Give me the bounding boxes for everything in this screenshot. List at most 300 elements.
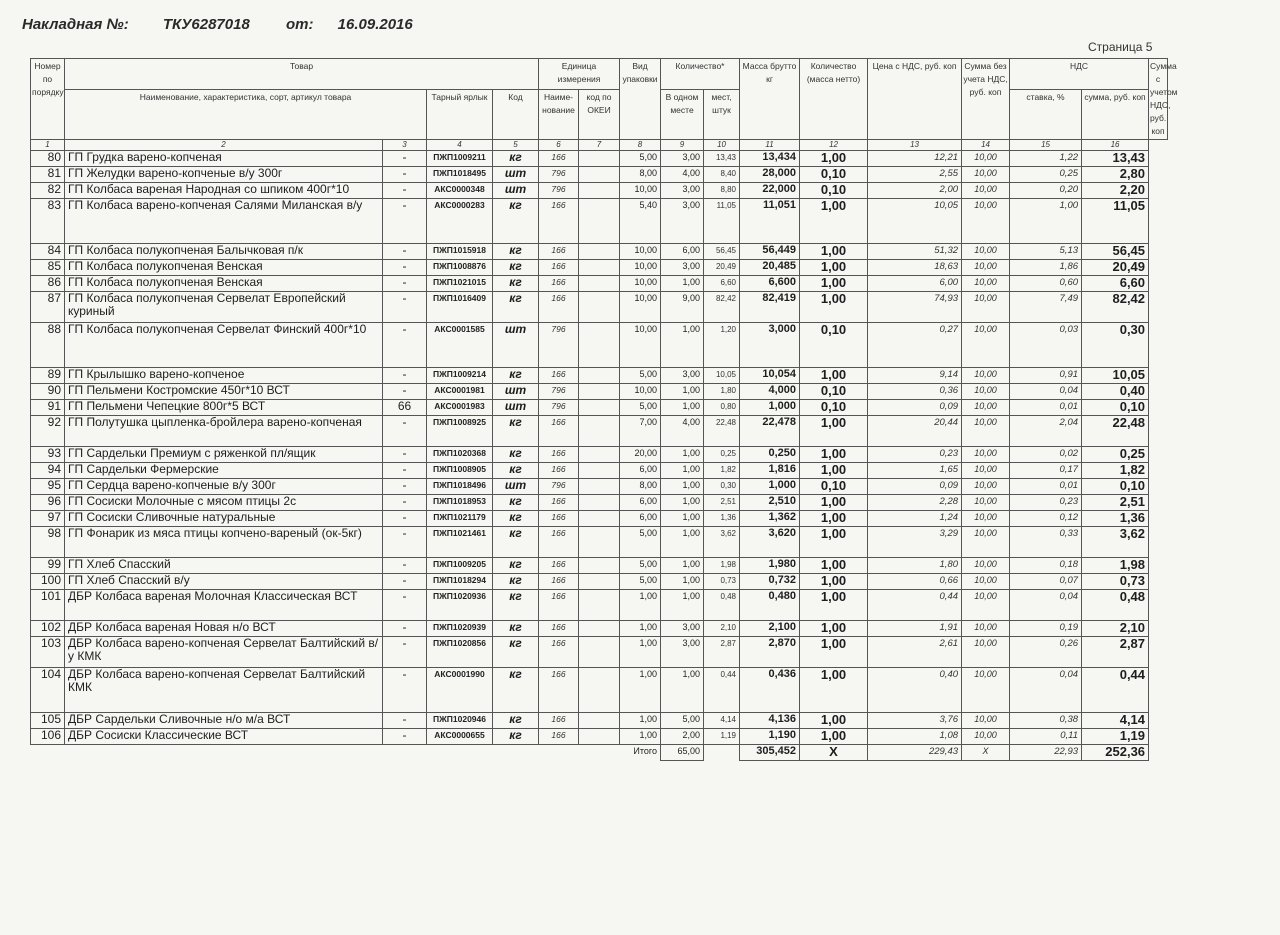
cell-price: 1,00 (800, 151, 868, 167)
cell-pack (579, 527, 620, 558)
cell-sum: 1,08 (868, 729, 962, 745)
col-pack: Вид упаковки (620, 59, 661, 140)
cell-q1: 10,00 (620, 276, 661, 292)
cell-code: ПЖП1008876 (427, 260, 493, 276)
table-row (31, 416, 1168, 447)
empty-cell (579, 745, 620, 761)
cell-rate: 10,00 (962, 260, 1010, 276)
cell-name: ГП Сердца варено-копченые в/у 300г (65, 479, 383, 495)
cell-rate: 10,00 (962, 151, 1010, 167)
cell-vat: 5,13 (1010, 244, 1082, 260)
cell-price: 1,00 (800, 447, 868, 463)
total-rate: X (962, 745, 1010, 761)
cell-price: 1,00 (800, 590, 868, 621)
cell-tare: - (383, 167, 427, 183)
cell-q2: 1,00 (661, 590, 704, 621)
total-price: X (800, 745, 868, 761)
cell-code: АКС0000348 (427, 183, 493, 199)
cell-n: 90 (31, 384, 65, 400)
cell-n: 91 (31, 400, 65, 416)
cell-pack (579, 729, 620, 745)
cell-n: 106 (31, 729, 65, 745)
cell-total: 2,87 (1082, 637, 1149, 668)
cell-okei: 166 (539, 621, 579, 637)
cell-total: 10,05 (1082, 368, 1149, 384)
cell-vat: 0,04 (1010, 590, 1082, 621)
cell-name: ДБР Колбаса варено-копченая Сервелат Балтийский КМК (65, 668, 383, 713)
cell-q1: 1,00 (620, 621, 661, 637)
cell-okei: 796 (539, 183, 579, 199)
cell-name: ДБР Сардельки Сливочные н/о м/а ВСТ (65, 713, 383, 729)
cell-name: ГП Хлеб Спасский (65, 558, 383, 574)
cell-unit: шт (493, 183, 539, 199)
cell-tare: - (383, 183, 427, 199)
cell-price: 0,10 (800, 323, 868, 368)
cell-q2: 1,00 (661, 495, 704, 511)
cell-q2: 6,00 (661, 244, 704, 260)
cell-tare: - (383, 151, 427, 167)
cell-name: ГП Сосиски Сливочные натуральные (65, 511, 383, 527)
cell-mass: 56,45 (704, 244, 740, 260)
cell-net: 1,362 (740, 511, 800, 527)
total-total: 252,36 (1082, 745, 1149, 761)
cell-total: 2,10 (1082, 621, 1149, 637)
cell-okei: 796 (539, 400, 579, 416)
cell-okei: 166 (539, 276, 579, 292)
cell-q2: 3,00 (661, 260, 704, 276)
cell-total: 0,25 (1082, 447, 1149, 463)
cell-n: 84 (31, 244, 65, 260)
cell-name: ГП Колбаса полукопченая Венская (65, 260, 383, 276)
cell-code: ПЖП1009211 (427, 151, 493, 167)
cell-name: ДБР Колбаса вареная Новая н/о ВСТ (65, 621, 383, 637)
cell-n: 81 (31, 167, 65, 183)
cell-okei: 166 (539, 151, 579, 167)
cell-mass: 6,60 (704, 276, 740, 292)
cell-net: 2,100 (740, 621, 800, 637)
cell-pack (579, 590, 620, 621)
cell-sum: 74,93 (868, 292, 962, 323)
cell-q1: 8,00 (620, 479, 661, 495)
cell-tare: - (383, 574, 427, 590)
cell-q2: 2,00 (661, 729, 704, 745)
cell-unit: кг (493, 668, 539, 713)
cell-code: ПЖП1018496 (427, 479, 493, 495)
cell-tare: - (383, 590, 427, 621)
cell-net: 0,480 (740, 590, 800, 621)
table-row (31, 260, 1168, 276)
table-row (31, 668, 1168, 713)
cell-mass: 0,48 (704, 590, 740, 621)
invoice-date: 16.09.2016 (337, 16, 413, 33)
cell-tare: - (383, 527, 427, 558)
cell-rate: 10,00 (962, 713, 1010, 729)
cell-net: 4,000 (740, 384, 800, 400)
cell-unit: шт (493, 400, 539, 416)
column-number: 2 (65, 140, 383, 151)
cell-n: 87 (31, 292, 65, 323)
col-unit-okei: код по ОКЕИ (579, 89, 620, 140)
cell-price: 1,00 (800, 495, 868, 511)
cell-total: 1,36 (1082, 511, 1149, 527)
cell-name: ДБР Колбаса вареная Молочная Классическая ВСТ (65, 590, 383, 621)
cell-net: 1,000 (740, 400, 800, 416)
cell-total: 22,48 (1082, 416, 1149, 447)
cell-rate: 10,00 (962, 479, 1010, 495)
cell-n: 100 (31, 574, 65, 590)
cell-tare: - (383, 384, 427, 400)
cell-total: 0,40 (1082, 384, 1149, 400)
cell-pack (579, 292, 620, 323)
empty-cell (427, 745, 493, 761)
column-number: 10 (704, 140, 740, 151)
cell-vat: 0,38 (1010, 713, 1082, 729)
cell-total: 0,44 (1082, 668, 1149, 713)
cell-n: 99 (31, 558, 65, 574)
cell-net: 82,419 (740, 292, 800, 323)
cell-n: 83 (31, 199, 65, 244)
cell-net: 22,478 (740, 416, 800, 447)
column-number: 4 (427, 140, 493, 151)
cell-price: 1,00 (800, 621, 868, 637)
cell-pack (579, 416, 620, 447)
cell-price: 1,00 (800, 574, 868, 590)
cell-pack (579, 260, 620, 276)
cell-tare: - (383, 495, 427, 511)
cell-name: ГП Сосиски Молочные с мясом птицы 2с (65, 495, 383, 511)
table-row (31, 558, 1168, 574)
invoice-label: Накладная №: (22, 16, 129, 33)
cell-net: 22,000 (740, 183, 800, 199)
cell-price: 0,10 (800, 400, 868, 416)
cell-name: ГП Колбаса полукопченая Сервелат Европейский куриный (65, 292, 383, 323)
col-qty-places: мест, штук (704, 89, 740, 140)
col-tare: Тарный ярлык (427, 89, 493, 140)
cell-rate: 10,00 (962, 292, 1010, 323)
cell-net: 0,732 (740, 574, 800, 590)
cell-price: 1,00 (800, 368, 868, 384)
cell-unit: кг (493, 637, 539, 668)
cell-okei: 166 (539, 713, 579, 729)
cell-price: 1,00 (800, 511, 868, 527)
cell-rate: 10,00 (962, 511, 1010, 527)
table-row (31, 729, 1168, 745)
cell-vat: 0,60 (1010, 276, 1082, 292)
cell-name: ГП Пельмени Костромские 450г*10 ВСТ (65, 384, 383, 400)
cell-okei: 166 (539, 368, 579, 384)
cell-mass: 3,62 (704, 527, 740, 558)
cell-rate: 10,00 (962, 527, 1010, 558)
cell-rate: 10,00 (962, 199, 1010, 244)
cell-sum: 1,65 (868, 463, 962, 479)
table-row (31, 244, 1168, 260)
cell-code: ПЖП1021015 (427, 276, 493, 292)
cell-sum: 2,55 (868, 167, 962, 183)
cell-n: 103 (31, 637, 65, 668)
cell-q2: 9,00 (661, 292, 704, 323)
cell-rate: 10,00 (962, 558, 1010, 574)
cell-sum: 2,28 (868, 495, 962, 511)
cell-mass: 2,87 (704, 637, 740, 668)
cell-total: 2,51 (1082, 495, 1149, 511)
table-row (31, 384, 1168, 400)
cell-price: 1,00 (800, 276, 868, 292)
totals-row (31, 745, 1168, 761)
cell-vat: 0,07 (1010, 574, 1082, 590)
cell-name: ГП Желудки варено-копченые в/у 300г (65, 167, 383, 183)
table-row (31, 167, 1168, 183)
cell-sum: 0,36 (868, 384, 962, 400)
cell-price: 1,00 (800, 729, 868, 745)
cell-code: ПЖП1008905 (427, 463, 493, 479)
cell-net: 20,485 (740, 260, 800, 276)
cell-mass: 1,19 (704, 729, 740, 745)
cell-mass: 2,10 (704, 621, 740, 637)
column-number: 3 (383, 140, 427, 151)
column-number: 16 (1082, 140, 1149, 151)
cell-vat: 0,18 (1010, 558, 1082, 574)
cell-q1: 1,00 (620, 637, 661, 668)
cell-unit: кг (493, 511, 539, 527)
cell-unit: кг (493, 199, 539, 244)
cell-n: 98 (31, 527, 65, 558)
cell-net: 11,051 (740, 199, 800, 244)
cell-n: 82 (31, 183, 65, 199)
table-row (31, 323, 1168, 368)
cell-code: АКС0001981 (427, 384, 493, 400)
cell-price: 1,00 (800, 668, 868, 713)
cell-n: 89 (31, 368, 65, 384)
cell-net: 0,436 (740, 668, 800, 713)
column-number: 7 (579, 140, 620, 151)
col-unit-group: Единица измерения (539, 59, 620, 90)
cell-unit: кг (493, 590, 539, 621)
cell-code: АКС0000655 (427, 729, 493, 745)
cell-q1: 5,00 (620, 400, 661, 416)
cell-vat: 1,86 (1010, 260, 1082, 276)
cell-net: 56,449 (740, 244, 800, 260)
table-row (31, 368, 1168, 384)
cell-vat: 7,49 (1010, 292, 1082, 323)
column-number: 15 (1010, 140, 1082, 151)
cell-unit: кг (493, 558, 539, 574)
empty-cell (539, 745, 579, 761)
cell-unit: кг (493, 463, 539, 479)
cell-pack (579, 668, 620, 713)
cell-sum: 10,05 (868, 199, 962, 244)
cell-n: 92 (31, 416, 65, 447)
cell-rate: 10,00 (962, 637, 1010, 668)
cell-q1: 8,00 (620, 167, 661, 183)
cell-code: ПЖП1021461 (427, 527, 493, 558)
total-label: Итого (633, 746, 658, 756)
cell-sum: 2,00 (868, 183, 962, 199)
cell-code: ПЖП1018294 (427, 574, 493, 590)
cell-okei: 166 (539, 292, 579, 323)
cell-net: 2,870 (740, 637, 800, 668)
cell-rate: 10,00 (962, 276, 1010, 292)
cell-name: ГП Крылышко варено-копченое (65, 368, 383, 384)
cell-rate: 10,00 (962, 416, 1010, 447)
cell-tare: - (383, 292, 427, 323)
cell-mass: 1,20 (704, 323, 740, 368)
cell-tare: - (383, 276, 427, 292)
cell-total: 56,45 (1082, 244, 1149, 260)
cell-q2: 1,00 (661, 527, 704, 558)
cell-price: 0,10 (800, 183, 868, 199)
cell-net: 1,000 (740, 479, 800, 495)
cell-q2: 3,00 (661, 621, 704, 637)
cell-q2: 1,00 (661, 447, 704, 463)
cell-code: АКС0001983 (427, 400, 493, 416)
cell-name: ГП Полутушка цыпленка-бройлера варено-копченая (65, 416, 383, 447)
cell-sum: 0,44 (868, 590, 962, 621)
cell-q2: 3,00 (661, 151, 704, 167)
column-number: 9 (661, 140, 704, 151)
cell-unit: кг (493, 151, 539, 167)
table-row (31, 276, 1168, 292)
cell-q1: 6,00 (620, 463, 661, 479)
cell-name: ГП Колбаса варено-копченая Салями Миланская в/у (65, 199, 383, 244)
cell-tare: - (383, 668, 427, 713)
cell-tare: - (383, 199, 427, 244)
cell-okei: 166 (539, 558, 579, 574)
invoice-number: ТКУ6287018 (162, 16, 250, 33)
cell-pack (579, 244, 620, 260)
cell-vat: 0,03 (1010, 323, 1082, 368)
cell-vat: 0,04 (1010, 668, 1082, 713)
cell-tare: - (383, 637, 427, 668)
cell-tare: - (383, 323, 427, 368)
cell-rate: 10,00 (962, 323, 1010, 368)
cell-code: ПЖП1008925 (427, 416, 493, 447)
cell-q1: 1,00 (620, 668, 661, 713)
cell-q2: 4,00 (661, 416, 704, 447)
cell-unit: шт (493, 167, 539, 183)
cell-tare: - (383, 416, 427, 447)
cell-rate: 10,00 (962, 244, 1010, 260)
cell-q1: 10,00 (620, 323, 661, 368)
cell-vat: 0,02 (1010, 447, 1082, 463)
cell-vat: 0,23 (1010, 495, 1082, 511)
cell-n: 85 (31, 260, 65, 276)
cell-code: ПЖП1020936 (427, 590, 493, 621)
cell-code: ПЖП1018495 (427, 167, 493, 183)
cell-price: 0,10 (800, 384, 868, 400)
cell-price: 0,10 (800, 167, 868, 183)
date-label: от: (285, 16, 314, 33)
table-row (31, 183, 1168, 199)
cell-pack (579, 463, 620, 479)
cell-name: ГП Грудка варено-копченая (65, 151, 383, 167)
cell-vat: 0,01 (1010, 479, 1082, 495)
cell-mass: 1,98 (704, 558, 740, 574)
cell-total: 11,05 (1082, 199, 1149, 244)
cell-vat: 0,25 (1010, 167, 1082, 183)
cell-pack (579, 199, 620, 244)
cell-sum: 0,66 (868, 574, 962, 590)
cell-okei: 166 (539, 590, 579, 621)
cell-name: ГП Колбаса вареная Народная со шпиком 400г*10 (65, 183, 383, 199)
cell-name: ДБР Колбаса варено-копченая Сервелат Балтийский в/у КМК (65, 637, 383, 668)
cell-unit: кг (493, 527, 539, 558)
table-row (31, 574, 1168, 590)
cell-vat: 0,01 (1010, 400, 1082, 416)
cell-vat: 0,26 (1010, 637, 1082, 668)
cell-q1: 20,00 (620, 447, 661, 463)
cell-q2: 1,00 (661, 463, 704, 479)
cell-rate: 10,00 (962, 495, 1010, 511)
cell-okei: 166 (539, 416, 579, 447)
cell-code: ПЖП1020946 (427, 713, 493, 729)
cell-unit: кг (493, 368, 539, 384)
cell-q1: 1,00 (620, 713, 661, 729)
cell-q2: 1,00 (661, 668, 704, 713)
cell-net: 1,190 (740, 729, 800, 745)
cell-name: ГП Колбаса полукопченая Сервелат Финский 400г*10 (65, 323, 383, 368)
cell-mass: 82,42 (704, 292, 740, 323)
cell-pack (579, 495, 620, 511)
cell-total: 0,10 (1082, 400, 1149, 416)
cell-vat: 0,11 (1010, 729, 1082, 745)
column-number: 12 (800, 140, 868, 151)
cell-q2: 3,00 (661, 199, 704, 244)
cell-q2: 1,00 (661, 323, 704, 368)
table-row (31, 479, 1168, 495)
cell-total: 2,80 (1082, 167, 1149, 183)
cell-tare: - (383, 713, 427, 729)
cell-pack (579, 713, 620, 729)
cell-pack (579, 479, 620, 495)
cell-price: 1,00 (800, 637, 868, 668)
column-number: 1 (31, 140, 65, 151)
cell-tare: - (383, 260, 427, 276)
cell-code: ПЖП1009214 (427, 368, 493, 384)
cell-net: 2,510 (740, 495, 800, 511)
empty-cell (704, 745, 740, 761)
cell-sum: 9,14 (868, 368, 962, 384)
cell-mass: 0,25 (704, 447, 740, 463)
cell-total: 0,48 (1082, 590, 1149, 621)
cell-q1: 5,00 (620, 527, 661, 558)
cell-q2: 1,00 (661, 558, 704, 574)
table-row (31, 447, 1168, 463)
empty-cell (383, 745, 427, 761)
table-row (31, 463, 1168, 479)
cell-name: ГП Хлеб Спасский в/у (65, 574, 383, 590)
cell-rate: 10,00 (962, 447, 1010, 463)
cell-price: 1,00 (800, 292, 868, 323)
cell-pack (579, 400, 620, 416)
col-vat-rate: ставка, % (1010, 89, 1082, 140)
cell-mass: 2,51 (704, 495, 740, 511)
table-row (31, 511, 1168, 527)
cell-tare: - (383, 244, 427, 260)
cell-rate: 10,00 (962, 183, 1010, 199)
cell-mass: 8,80 (704, 183, 740, 199)
cell-total: 1,19 (1082, 729, 1149, 745)
total-vat: 22,93 (1010, 745, 1082, 761)
cell-q1: 10,00 (620, 384, 661, 400)
cell-q1: 5,40 (620, 199, 661, 244)
cell-code: ПЖП1020939 (427, 621, 493, 637)
cell-unit: кг (493, 574, 539, 590)
cell-pack (579, 167, 620, 183)
cell-q1: 6,00 (620, 511, 661, 527)
cell-n: 101 (31, 590, 65, 621)
cell-okei: 166 (539, 668, 579, 713)
cell-total: 0,10 (1082, 479, 1149, 495)
